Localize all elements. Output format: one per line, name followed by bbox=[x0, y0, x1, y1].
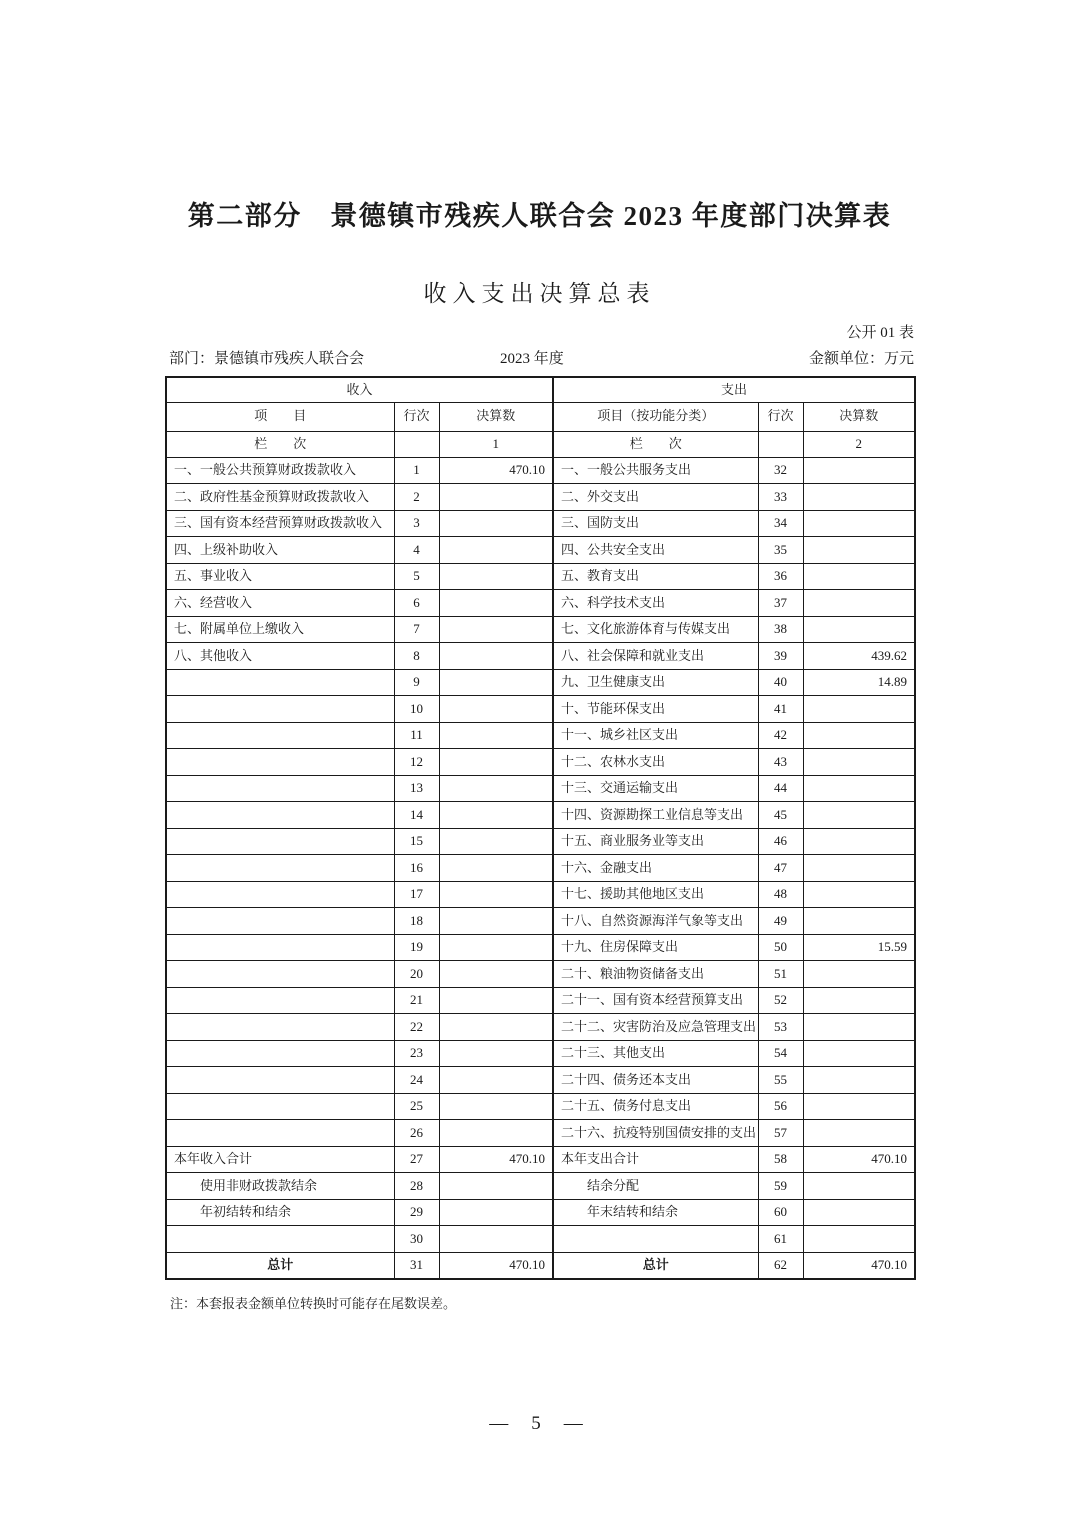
table-row bbox=[166, 722, 915, 749]
table-row bbox=[166, 1040, 915, 1067]
table-row bbox=[166, 961, 915, 988]
expense-amount-cell: 439.62 bbox=[803, 643, 915, 670]
expense-amount-cell bbox=[803, 881, 915, 908]
income-line-cell: 11 bbox=[394, 722, 439, 749]
table-header bbox=[166, 377, 915, 457]
income-amount-cell: 470.10 bbox=[439, 1252, 553, 1279]
income-item-cell bbox=[166, 881, 394, 908]
expense-amount-cell bbox=[803, 828, 915, 855]
income-line-cell: 18 bbox=[394, 908, 439, 935]
income-item-cell bbox=[166, 961, 394, 988]
income-item-cell bbox=[166, 669, 394, 696]
income-amount-cell bbox=[439, 1040, 553, 1067]
income-amount-cell bbox=[439, 775, 553, 802]
expense-line-cell: 41 bbox=[758, 696, 803, 723]
expense-amount-cell bbox=[803, 537, 915, 564]
expense-line-cell: 43 bbox=[758, 749, 803, 776]
expense-item-cell: 总计 bbox=[553, 1252, 758, 1279]
expense-amount-cell bbox=[803, 1199, 915, 1226]
income-item-cell bbox=[166, 1093, 394, 1120]
expense-item-cell: 二十四、债务还本支出 bbox=[553, 1067, 758, 1094]
expense-amount-cell: 14.89 bbox=[803, 669, 915, 696]
income-item-cell: 八、其他收入 bbox=[166, 643, 394, 670]
expense-line-cell: 59 bbox=[758, 1173, 803, 1200]
income-line-cell: 26 bbox=[394, 1120, 439, 1147]
income-amount-cell: 470.10 bbox=[439, 1146, 553, 1173]
expense-line-cell: 57 bbox=[758, 1120, 803, 1147]
income-item-cell bbox=[166, 1014, 394, 1041]
expense-line-cell: 46 bbox=[758, 828, 803, 855]
income-amount-cell bbox=[439, 855, 553, 882]
income-amount-cell bbox=[439, 1226, 553, 1253]
income-amount-cell bbox=[439, 881, 553, 908]
income-line-cell: 13 bbox=[394, 775, 439, 802]
expense-amount-cell bbox=[803, 563, 915, 590]
income-amount-cell bbox=[439, 1173, 553, 1200]
expense-line-cell: 51 bbox=[758, 961, 803, 988]
income-line-cell: 9 bbox=[394, 669, 439, 696]
expense-amount-cell bbox=[803, 749, 915, 776]
expense-line-cell: 58 bbox=[758, 1146, 803, 1173]
income-line-cell: 6 bbox=[394, 590, 439, 617]
expense-item-cell: 十二、农林水支出 bbox=[553, 749, 758, 776]
expense-amount-column-header: 决算数 bbox=[803, 402, 915, 431]
expense-item-cell: 四、公共安全支出 bbox=[553, 537, 758, 564]
expense-amount-cell bbox=[803, 722, 915, 749]
expense-line-cell: 34 bbox=[758, 510, 803, 537]
table-row bbox=[166, 802, 915, 829]
expense-item-cell bbox=[553, 1226, 758, 1253]
table-row bbox=[166, 510, 915, 537]
expense-amount-cell bbox=[803, 510, 915, 537]
table-title: 收入支出决算总表 bbox=[423, 281, 656, 306]
expense-item-cell: 二十三、其他支出 bbox=[553, 1040, 758, 1067]
income-amount-cell bbox=[439, 934, 553, 961]
expense-amount-cell bbox=[803, 855, 915, 882]
expense-line-cell: 53 bbox=[758, 1014, 803, 1041]
income-line-cell: 17 bbox=[394, 881, 439, 908]
table-row bbox=[166, 1173, 915, 1200]
table-row bbox=[166, 1146, 915, 1173]
income-item-cell bbox=[166, 722, 394, 749]
meta-row bbox=[165, 346, 914, 372]
income-item-cell: 使用非财政拨款结余 bbox=[166, 1173, 394, 1200]
income-item-cell bbox=[166, 855, 394, 882]
income-item-cell bbox=[166, 987, 394, 1014]
section-header-row bbox=[166, 377, 915, 402]
expense-amount-cell bbox=[803, 457, 915, 484]
income-line-column-header: 行次 bbox=[394, 402, 439, 431]
expense-item-cell: 七、文化旅游体育与传媒支出 bbox=[553, 616, 758, 643]
page-number: — 5 — bbox=[489, 1413, 585, 1434]
table-row bbox=[166, 669, 915, 696]
expense-line-cell: 44 bbox=[758, 775, 803, 802]
fiscal-year-label: 2023 年度 bbox=[500, 351, 564, 367]
expense-item-cell: 八、社会保障和就业支出 bbox=[553, 643, 758, 670]
table-row bbox=[166, 1093, 915, 1120]
expense-item-cell: 十九、住房保障支出 bbox=[553, 934, 758, 961]
income-amount-cell bbox=[439, 908, 553, 935]
expense-line-cell: 47 bbox=[758, 855, 803, 882]
table-row bbox=[166, 855, 915, 882]
table-row bbox=[166, 908, 915, 935]
page-content bbox=[165, 0, 914, 1312]
income-item-cell: 七、附属单位上缴收入 bbox=[166, 616, 394, 643]
income-amount-cell bbox=[439, 616, 553, 643]
income-item-cell bbox=[166, 802, 394, 829]
income-line-cell: 20 bbox=[394, 961, 439, 988]
table-row bbox=[166, 484, 915, 511]
table-row bbox=[166, 537, 915, 564]
expense-item-cell: 十四、资源勘探工业信息等支出 bbox=[553, 802, 758, 829]
income-item-cell: 四、上级补助收入 bbox=[166, 537, 394, 564]
income-line-cell: 15 bbox=[394, 828, 439, 855]
expense-item-cell: 十一、城乡社区支出 bbox=[553, 722, 758, 749]
expense-amount-cell bbox=[803, 987, 915, 1014]
income-line-cell: 21 bbox=[394, 987, 439, 1014]
expense-line-cell: 50 bbox=[758, 934, 803, 961]
expense-amount-cell bbox=[803, 696, 915, 723]
table-body bbox=[166, 457, 915, 1279]
income-amount-cell bbox=[439, 510, 553, 537]
income-line-cell: 10 bbox=[394, 696, 439, 723]
expense-item-cell: 三、国防支出 bbox=[553, 510, 758, 537]
income-expense-summary-table bbox=[165, 376, 916, 1280]
income-amount-cell bbox=[439, 669, 553, 696]
income-line-cell: 4 bbox=[394, 537, 439, 564]
income-item-column-header: 项 目 bbox=[166, 402, 394, 431]
expense-amount-cell bbox=[803, 1014, 915, 1041]
amount-unit-label: 金额单位：万元 bbox=[808, 351, 914, 367]
income-line-cell: 29 bbox=[394, 1199, 439, 1226]
expense-line-cell: 48 bbox=[758, 881, 803, 908]
expense-amount-cell bbox=[803, 616, 915, 643]
expense-line-cell: 62 bbox=[758, 1252, 803, 1279]
expense-line-cell: 45 bbox=[758, 802, 803, 829]
expense-item-cell: 十、节能环保支出 bbox=[553, 696, 758, 723]
income-amount-cell bbox=[439, 828, 553, 855]
table-row bbox=[166, 749, 915, 776]
expense-amount-cell bbox=[803, 908, 915, 935]
income-line-cell: 28 bbox=[394, 1173, 439, 1200]
column-index-row bbox=[166, 431, 915, 457]
expense-item-cell: 五、教育支出 bbox=[553, 563, 758, 590]
income-line-cell: 22 bbox=[394, 1014, 439, 1041]
expense-item-cell: 二十二、灾害防治及应急管理支出 bbox=[553, 1014, 758, 1041]
expense-line-cell: 37 bbox=[758, 590, 803, 617]
table-row bbox=[166, 590, 915, 617]
expense-item-cell: 十七、援助其他地区支出 bbox=[553, 881, 758, 908]
income-line-cell: 3 bbox=[394, 510, 439, 537]
table-row bbox=[166, 934, 915, 961]
expense-item-cell: 十六、金融支出 bbox=[553, 855, 758, 882]
expense-amount-cell bbox=[803, 590, 915, 617]
income-line-cell: 16 bbox=[394, 855, 439, 882]
income-amount-cell bbox=[439, 643, 553, 670]
public-table-code: 公开 01 表 bbox=[846, 325, 914, 341]
income-amount-cell bbox=[439, 484, 553, 511]
table-row bbox=[166, 643, 915, 670]
expense-item-cell: 十三、交通运输支出 bbox=[553, 775, 758, 802]
table-row bbox=[166, 987, 915, 1014]
expense-item-cell: 二十六、抗疫特别国债安排的支出 bbox=[553, 1120, 758, 1147]
table-row bbox=[166, 1199, 915, 1226]
income-amount-cell bbox=[439, 537, 553, 564]
income-item-cell: 五、事业收入 bbox=[166, 563, 394, 590]
income-line-cell: 8 bbox=[394, 643, 439, 670]
income-amount-cell bbox=[439, 987, 553, 1014]
income-amount-cell bbox=[439, 1199, 553, 1226]
expense-line-cell: 38 bbox=[758, 616, 803, 643]
income-amount-cell bbox=[439, 590, 553, 617]
expense-item-cell: 本年支出合计 bbox=[553, 1146, 758, 1173]
expense-amount-cell bbox=[803, 961, 915, 988]
income-line-cell: 30 bbox=[394, 1226, 439, 1253]
income-item-cell bbox=[166, 775, 394, 802]
expense-item-column-header: 项目（按功能分类） bbox=[553, 402, 758, 431]
expense-column-index: 2 bbox=[803, 431, 915, 457]
expense-item-cell: 二十五、债务付息支出 bbox=[553, 1093, 758, 1120]
department-label: 部门：景德镇市残疾人联合会 bbox=[169, 351, 365, 367]
income-item-cell: 本年收入合计 bbox=[166, 1146, 394, 1173]
expense-line-cell: 55 bbox=[758, 1067, 803, 1094]
expense-amount-cell: 470.10 bbox=[803, 1252, 915, 1279]
expense-amount-cell: 15.59 bbox=[803, 934, 915, 961]
income-index-label: 栏 次 bbox=[166, 431, 394, 457]
expense-line-cell: 60 bbox=[758, 1199, 803, 1226]
income-column-index: 1 bbox=[439, 431, 553, 457]
income-line-blank-cell bbox=[394, 431, 439, 457]
income-item-cell bbox=[166, 1040, 394, 1067]
income-amount-column-header: 决算数 bbox=[439, 402, 553, 431]
expense-item-cell: 十八、自然资源海洋气象等支出 bbox=[553, 908, 758, 935]
expense-section-header: 支出 bbox=[553, 377, 915, 402]
income-line-cell: 7 bbox=[394, 616, 439, 643]
income-section-header: 收入 bbox=[166, 377, 553, 402]
income-amount-cell bbox=[439, 696, 553, 723]
income-amount-cell: 470.10 bbox=[439, 457, 553, 484]
income-line-cell: 23 bbox=[394, 1040, 439, 1067]
expense-item-cell: 结余分配 bbox=[553, 1173, 758, 1200]
income-line-cell: 27 bbox=[394, 1146, 439, 1173]
table-row bbox=[166, 457, 915, 484]
income-item-cell bbox=[166, 749, 394, 776]
income-item-cell bbox=[166, 1067, 394, 1094]
footnote: 注：本套报表金额单位转换时可能存在尾数误差。 bbox=[170, 1295, 457, 1311]
income-amount-cell bbox=[439, 961, 553, 988]
income-item-cell bbox=[166, 908, 394, 935]
income-line-cell: 1 bbox=[394, 457, 439, 484]
income-item-cell bbox=[166, 1120, 394, 1147]
table-row bbox=[166, 828, 915, 855]
expense-amount-cell bbox=[803, 1093, 915, 1120]
income-amount-cell bbox=[439, 1067, 553, 1094]
expense-line-column-header: 行次 bbox=[758, 402, 803, 431]
table-row bbox=[166, 881, 915, 908]
table-row bbox=[166, 1067, 915, 1094]
expense-item-cell: 年末结转和结余 bbox=[553, 1199, 758, 1226]
table-row bbox=[166, 616, 915, 643]
expense-item-cell: 十五、商业服务业等支出 bbox=[553, 828, 758, 855]
expense-amount-cell bbox=[803, 1173, 915, 1200]
table-row bbox=[166, 1226, 915, 1253]
expense-line-cell: 36 bbox=[758, 563, 803, 590]
income-item-cell bbox=[166, 1226, 394, 1253]
expense-line-cell: 54 bbox=[758, 1040, 803, 1067]
expense-line-cell: 52 bbox=[758, 987, 803, 1014]
income-line-cell: 12 bbox=[394, 749, 439, 776]
income-line-cell: 5 bbox=[394, 563, 439, 590]
column-header-row bbox=[166, 402, 915, 431]
expense-amount-cell bbox=[803, 1226, 915, 1253]
expense-line-blank-cell bbox=[758, 431, 803, 457]
expense-amount-cell bbox=[803, 775, 915, 802]
expense-item-cell: 一、一般公共服务支出 bbox=[553, 457, 758, 484]
income-amount-cell bbox=[439, 1093, 553, 1120]
income-item-cell bbox=[166, 696, 394, 723]
expense-amount-cell bbox=[803, 484, 915, 511]
income-amount-cell bbox=[439, 749, 553, 776]
expense-line-cell: 61 bbox=[758, 1226, 803, 1253]
expense-line-cell: 42 bbox=[758, 722, 803, 749]
table-row bbox=[166, 1252, 915, 1279]
income-item-cell: 总计 bbox=[166, 1252, 394, 1279]
income-item-cell bbox=[166, 934, 394, 961]
income-amount-cell bbox=[439, 802, 553, 829]
income-line-cell: 19 bbox=[394, 934, 439, 961]
expense-item-cell: 二十一、国有资本经营预算支出 bbox=[553, 987, 758, 1014]
income-amount-cell bbox=[439, 722, 553, 749]
expense-line-cell: 32 bbox=[758, 457, 803, 484]
expense-amount-cell bbox=[803, 1040, 915, 1067]
table-row bbox=[166, 775, 915, 802]
expense-line-cell: 35 bbox=[758, 537, 803, 564]
income-item-cell: 三、国有资本经营预算财政拨款收入 bbox=[166, 510, 394, 537]
table-row bbox=[166, 1120, 915, 1147]
expense-item-cell: 二、外交支出 bbox=[553, 484, 758, 511]
expense-line-cell: 56 bbox=[758, 1093, 803, 1120]
expense-amount-cell bbox=[803, 1120, 915, 1147]
expense-amount-cell: 470.10 bbox=[803, 1146, 915, 1173]
income-line-cell: 25 bbox=[394, 1093, 439, 1120]
expense-line-cell: 39 bbox=[758, 643, 803, 670]
expense-item-cell: 六、科学技术支出 bbox=[553, 590, 758, 617]
income-item-cell: 年初结转和结余 bbox=[166, 1199, 394, 1226]
expense-index-label: 栏 次 bbox=[553, 431, 758, 457]
income-amount-cell bbox=[439, 1014, 553, 1041]
income-amount-cell bbox=[439, 563, 553, 590]
expense-item-cell: 九、卫生健康支出 bbox=[553, 669, 758, 696]
expense-line-cell: 49 bbox=[758, 908, 803, 935]
table-row bbox=[166, 563, 915, 590]
income-line-cell: 31 bbox=[394, 1252, 439, 1279]
income-item-cell: 二、政府性基金预算财政拨款收入 bbox=[166, 484, 394, 511]
income-item-cell bbox=[166, 828, 394, 855]
income-item-cell: 一、一般公共预算财政拨款收入 bbox=[166, 457, 394, 484]
expense-amount-cell bbox=[803, 802, 915, 829]
income-item-cell: 六、经营收入 bbox=[166, 590, 394, 617]
table-row bbox=[166, 1014, 915, 1041]
expense-line-cell: 33 bbox=[758, 484, 803, 511]
expense-amount-cell bbox=[803, 1067, 915, 1094]
income-line-cell: 2 bbox=[394, 484, 439, 511]
table-row bbox=[166, 696, 915, 723]
income-line-cell: 14 bbox=[394, 802, 439, 829]
section-title: 第二部分 景德镇市残疾人联合会 2023 年度部门决算表 bbox=[187, 201, 892, 231]
expense-line-cell: 40 bbox=[758, 669, 803, 696]
income-amount-cell bbox=[439, 1120, 553, 1147]
expense-item-cell: 二十、粮油物资储备支出 bbox=[553, 961, 758, 988]
income-line-cell: 24 bbox=[394, 1067, 439, 1094]
